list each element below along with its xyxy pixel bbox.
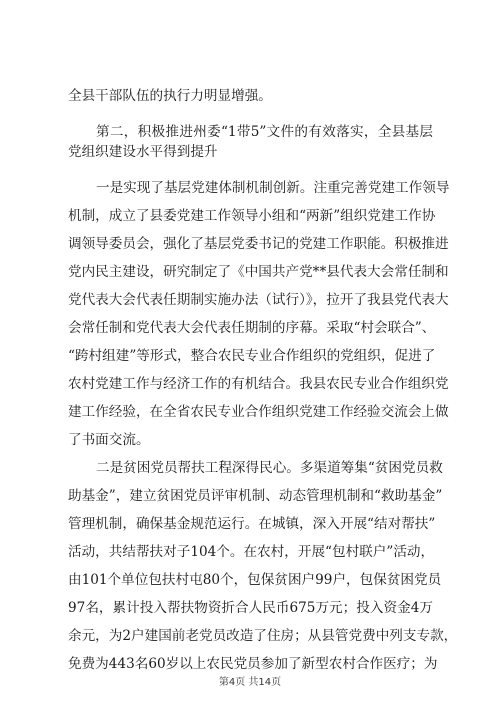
paragraph-line: 余元，为2户建国前老党员改造了住房；从县管党费中列支专款， [68, 628, 458, 644]
paragraph-line: 建工作经验，在全省农民专业合作组织党建工作经验交流会上做 [68, 404, 449, 420]
paragraph-line: 调领导委员会，强化了基层党委书记的党建工作职能。积极推进 [68, 236, 449, 252]
text-line: 全县干部队伍的执行力明显增强。 [68, 88, 272, 104]
paragraph-line: 免费为443名60岁以上农民党员参加了新型农村合作医疗；为 [68, 656, 438, 672]
page-number-footer: 第4页 共14页 [218, 677, 282, 688]
paragraph-line: 二是贫困党员帮扶工程深得民心。多渠道筹集“贫困党员救 [96, 460, 443, 476]
paragraph-line: 机制，成立了县委党建工作领导小组和“两新”组织党建工作协 [68, 208, 436, 224]
section-heading-line: 第二，积极推进州委“1带5”文件的有效落实，全县基层 [96, 124, 433, 140]
paragraph-line: 党内民主建设，研究制定了《中国共产党**县代表大会常任制和 [68, 264, 449, 280]
paragraph-line: 管理机制，确保基金规范运行。在城镇，深入开展“结对帮扶” [68, 516, 436, 532]
paragraph-line: 党代表大会代表任期制实施办法（试行）》，拉开了我县党代表大 [68, 292, 449, 308]
paragraph-line: 农村党建工作与经济工作的有机结合。我县农民专业合作组织党 [68, 376, 449, 392]
paragraph-line: 助基金”，建立贫困党员评审机制、动态管理机制和“救助基金” [68, 488, 443, 504]
paragraph-line: 会常任制和党代表大会代表任期制的序幕。采取“村会联合”、 [68, 320, 436, 336]
paragraph-line: 活动，共结帮扶对子104个。在农村，开展“包村联户”活动， [68, 544, 435, 560]
paragraph-line: 了书面交流。 [68, 432, 150, 448]
section-heading-line: 党组织建设水平得到提升 [68, 144, 218, 160]
paragraph-line: 一是实现了基层党建体制机制创新。注重完善党建工作领导 [96, 180, 450, 196]
paragraph-line: 由101个单位包扶村屯80个，包保贫困户99户，包保贫困党员 [68, 572, 442, 588]
paragraph-line: 97名，累计投入帮扶物资折合人民币675万元；投入资金4万 [68, 600, 433, 616]
paragraph-line: “跨村组建”等形式，整合农民专业合作组织的党组织，促进了 [68, 348, 436, 364]
